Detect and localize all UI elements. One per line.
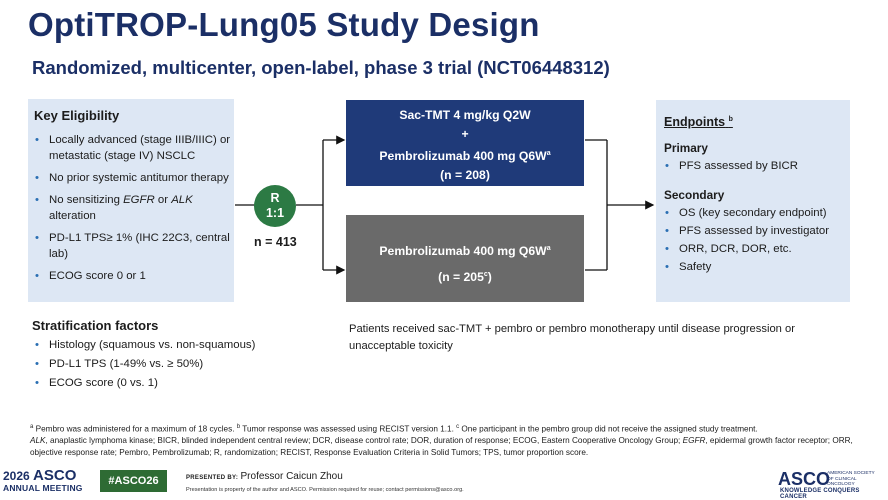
endpoints-sup: b [728,115,733,123]
arm2-line1 [346,239,584,261]
stratification-item: • Histology (squamous vs. non-squamous) [32,337,292,353]
footnotes: $^a$ Pembro was administered for a maximum of 18 cycles. $^b$ Tumor response was assessed using RECIST version 1.1. $^c$ One participant in the pembro group did not receive the assigned study treatment. ALK, anaplastic lymphoma kinase; BICR, blinded independent central review; DCR, disease control rate; DOR, duration of response; ECOG, Eastern Cooperative Oncology Group; EGFR, epidermal growth factor receptor; ORR, objective response rate; Pembro, Pembrolizumab; R, randomization; RECIST, Response Evaluation Criteria in Solid Tumors; TPS, tumor proportion score. [30,424,853,457]
footnote-c: One participant in the pembro group did not receive the assigned study treatment. [461,424,758,434]
asco-logo: ASCO [778,469,831,489]
arm1-line1: Sac-TMT 4 mg/kg Q2W [399,108,531,122]
arm1-plus: + [461,127,469,141]
eligibility-heading: Key Eligibility [34,108,120,123]
page-subtitle: Randomized, multicenter, open-label, phase 3 trial (NCT06448312) [32,57,610,78]
eligibility-item: • No prior systemic antitumor therapy [32,170,232,186]
meeting-year: 2026 [3,469,30,483]
secondary-heading: Secondary [664,188,725,202]
endpoints-panel [656,100,850,302]
secondary-item: • Safety [662,259,850,275]
eligibility-gene: ALK [171,194,193,206]
page-title: OptiTROP-Lung05 Study Design [28,6,540,43]
primary-item: • PFS assessed by BICR [662,158,850,174]
eligibility-item: • ECOG score 0 or 1 [32,268,232,284]
endpoints-heading-text: Endpoints [664,115,726,129]
eligibility-text: or [154,194,172,206]
meeting-logo [3,467,83,494]
arm2-n [346,265,584,287]
arm1-sup: a [546,150,551,157]
arm-pembro [346,215,584,302]
arm1-line2 [346,144,584,166]
randomization-circle [254,185,296,227]
footnote-b: Tumor response was assessed using RECIST version 1.1. [242,424,454,434]
asco-org-name: AMERICAN SOCIETY OF CLINICAL ONCOLOGY [827,471,875,487]
eligibility-item: • Locally advanced (stage IIIB/IIIC) or metastatic (stage IV) NSCLC [32,132,232,164]
arm2-n-sup: c [483,271,488,279]
eligibility-gene: EGFR [123,194,155,206]
presenter-line [186,471,343,482]
eligibility-text: No sensitizing [49,194,124,206]
meeting-org: ASCO [33,467,77,484]
secondary-item: • PFS assessed by investigator [662,223,850,239]
randomization-label: R [270,191,280,205]
abbrev-egfr: EGFR [682,436,706,446]
eligibility-text: alteration [49,210,96,222]
arm2-n-close: ) [487,270,492,285]
meeting-sub: ANNUAL MEETING [3,483,83,493]
abbrev-text: , epidermal growth factor receptor; ORR, objective response rate; Pembro, Pembrolizumab; R, randomization; RECIST, Response Evaluation Criteria in Solid Tumors; TPS, tumor proportion score. [30,436,853,457]
primary-heading: Primary [664,141,708,155]
arm-sac-tmt-pembro [346,100,584,186]
endpoints-heading [664,115,733,129]
randomization-ratio: 1:1 [265,206,285,220]
abbrev-text: , anaplastic lymphoma kinase; BICR, blinded independent central review; DCR, disease control rate; DOR, duration of response; ECOG, Eastern Cooperative Oncology Group; [45,436,683,446]
eligibility-item: • PD-L1 TPS≥ 1% (IHC 22C3, central lab) [32,230,232,262]
primary-list [662,158,850,176]
arm1-drug: Pembrolizumab 400 mg Q6W [379,149,547,164]
stratification-item: • PD-L1 TPS (1-49% vs. ≥ 50%) [32,356,292,372]
treatment-note: Patients received sac-TMT + pembro or pembro monotherapy until disease progression or unacceptable toxicity [349,323,795,352]
presenter-name: Professor Caicun Zhou [240,471,343,482]
arm2-drug: Pembrolizumab 400 mg Q6W [379,244,547,259]
stratification-heading: Stratification factors [32,318,159,333]
arm2-n-text: (n = 205 [438,270,484,285]
presented-by-label: PRESENTED BY: [186,475,239,481]
secondary-item: • ORR, DCR, DOR, etc. [662,241,850,257]
hashtag-badge: #ASCO26 [100,470,167,492]
total-n: n = 413 [254,235,297,249]
arm2-sup: a [546,245,551,252]
secondary-item: • OS (key secondary endpoint) [662,205,850,221]
asco-tagline: KNOWLEDGE CONQUERS CANCER [780,488,860,500]
arm1-n: (n = 208) [440,168,490,183]
stratification-item: • ECOG score (0 vs. 1) [32,375,292,391]
footnote-a: Pembro was administered for a maximum of 18 cycles. [35,424,235,434]
presentation-note: Presentation is property of the author and ASCO. Permission required for reuse; contact permissions@asco.org. [186,487,464,493]
secondary-list [662,205,850,277]
abbrev-alk: ALK [30,436,46,446]
